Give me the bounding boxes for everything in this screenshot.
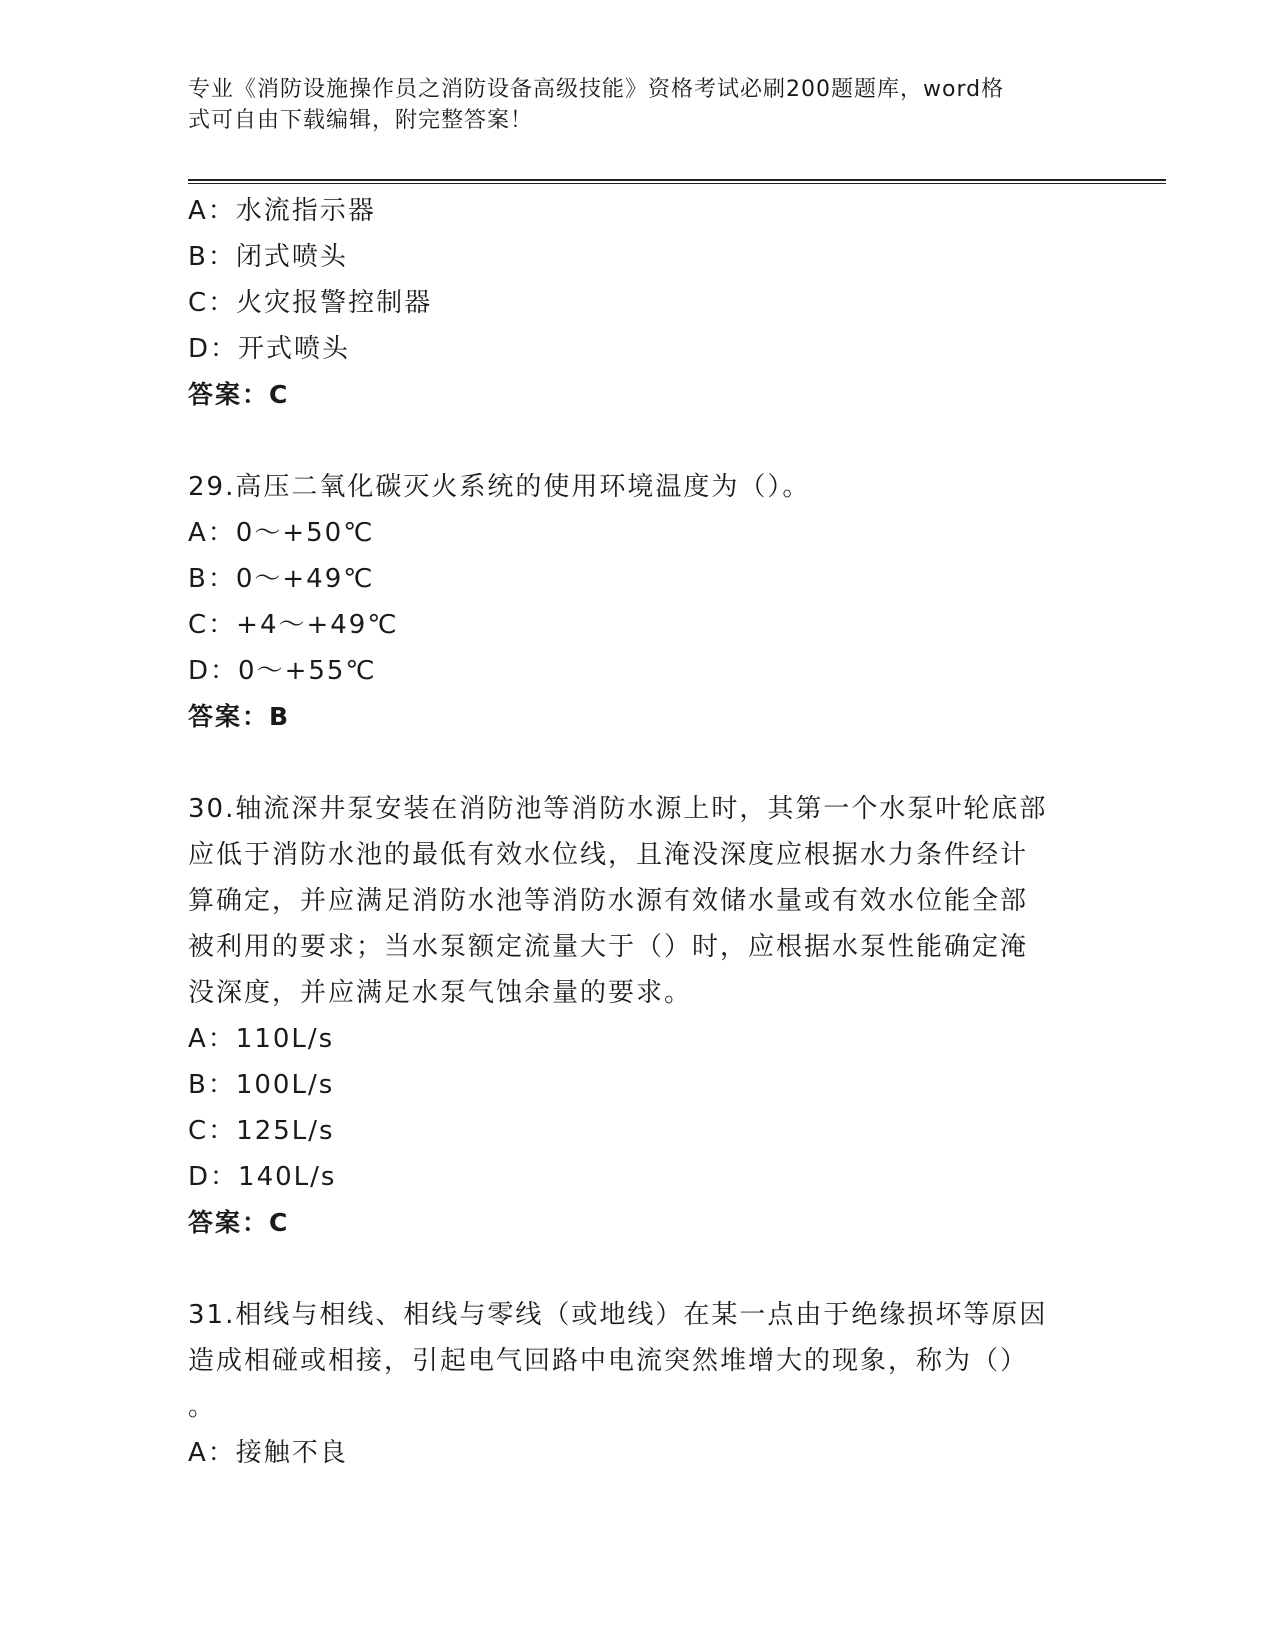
answer-label: 答案：C [188, 380, 290, 409]
question-text-line: 造成相碰或相接，引起电气回路中电流突然堆增大的现象，称为（） [188, 1346, 1029, 1376]
option-b: B：闭式喷头 [188, 242, 348, 272]
option-b: B：0～+49℃ [188, 564, 375, 594]
option-a: A：接触不良 [188, 1438, 348, 1468]
option-b: B：100L/s [188, 1070, 335, 1100]
option-a: A：水流指示器 [188, 196, 376, 226]
spacer [188, 740, 1088, 786]
question-text-line: 30.轴流深井泵安装在消防池等消防水源上时，其第一个水泵叶轮底部 [188, 794, 1048, 824]
question-block-30 [188, 786, 1088, 1246]
header-line-1: 专业《消防设施操作员之消防设备高级技能》资格考试必刷200题题库，word格 [188, 77, 1005, 102]
header-divider [188, 179, 1166, 184]
question-list [188, 188, 1088, 1476]
question-text-line: 。 [188, 1392, 217, 1422]
question-text-line: 没深度，并应满足水泵气蚀余量的要求。 [188, 978, 693, 1008]
spacer [188, 1246, 1088, 1292]
question-block-31 [188, 1292, 1088, 1476]
option-c: C：火灾报警控制器 [188, 288, 433, 318]
option-d: D：开式喷头 [188, 334, 351, 364]
option-a: A：110L/s [188, 1024, 335, 1054]
option-a: A：0～+50℃ [188, 518, 375, 548]
question-block-28 [188, 188, 1088, 418]
spacer [188, 418, 1088, 464]
header-line-2: 式可自由下载编辑，附完整答案！ [188, 108, 534, 133]
question-text-line: 算确定，并应满足消防水池等消防水源有效储水量或有效水位能全部 [188, 886, 1029, 916]
question-text-line: 31.相线与相线、相线与零线（或地线）在某一点由于绝缘损坏等原因 [188, 1300, 1048, 1330]
option-d: D：140L/s [188, 1162, 337, 1192]
question-block-29 [188, 464, 1088, 740]
option-d: D：0～+55℃ [188, 656, 377, 686]
answer-label: 答案：C [188, 1208, 290, 1237]
option-c: C：125L/s [188, 1116, 335, 1146]
question-text-line: 应低于消防水池的最低有效水位线，且淹没深度应根据水力条件经计 [188, 840, 1029, 870]
question-text-line: 被利用的要求；当水泵额定流量大于（）时，应根据水泵性能确定淹 [188, 932, 1029, 962]
document-header [188, 74, 1088, 136]
option-c: C：+4～+49℃ [188, 610, 399, 640]
question-text: 29.高压二氧化碳灭火系统的使用环境温度为（）。 [188, 472, 811, 502]
answer-label: 答案：B [188, 702, 291, 731]
